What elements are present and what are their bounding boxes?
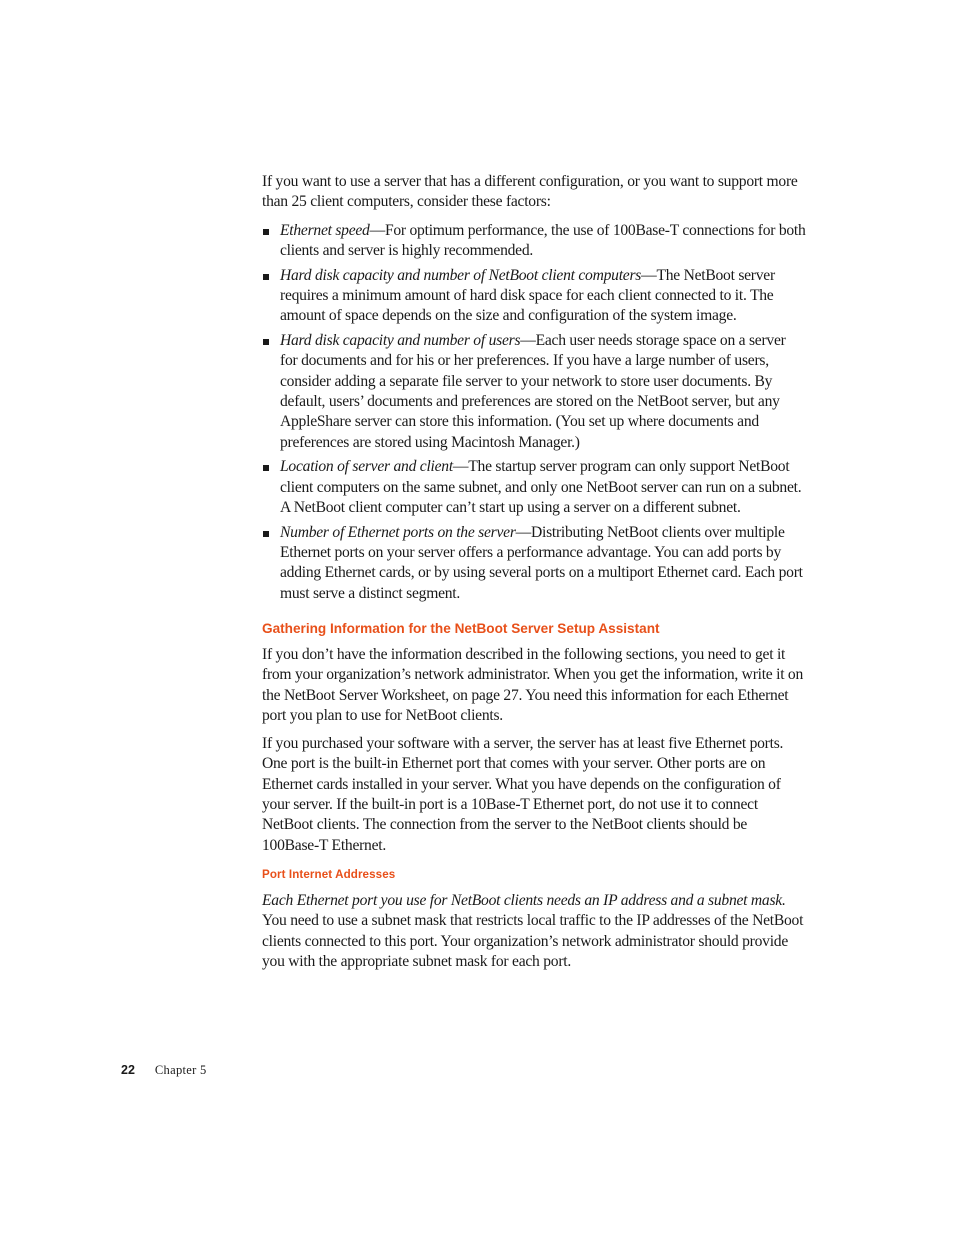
square-bullet-icon [263,229,269,235]
subsection-paragraph [262,891,806,972]
factor-text: —Distributing NetBoot clients over multiple Ethernet ports on your server offers a performance advantage. You can add ports by adding Ethernet cards, or by using several ports on a multiport Ethernet card. Each port must serve a distinct segment. [280,523,803,602]
factor-term: Location of server and client [280,458,453,476]
factor-term: Hard disk capacity and number of users [280,332,521,350]
factor-term: Hard disk capacity and number of NetBoot client computers [280,266,642,284]
factor-text: —The startup server program can only support NetBoot client computers on the same subnet, and only one NetBoot server can run on a subnet. A NetBoot client computer can’t start up using a server on a different subnet. [280,458,802,516]
list-item [262,266,806,327]
section-paragraph-1: If you don’t have the information described in the following sections, you need to get it from your organization’s network administrator. When you get the information, write it on the NetBoot Server Worksheet, on page 27. You need this information for each Ethernet port you plan to use for NetBoot clients. [262,645,804,724]
factor-term: Ethernet speed [280,221,370,239]
list-item [262,221,806,262]
subsection-heading: Port Internet Addresses [262,867,396,881]
list-item [262,457,806,518]
subsection-lead: Each Ethernet port you use for NetBoot clients needs an IP address and a subnet mask. [262,891,786,909]
page-number: 22 [121,1063,135,1077]
page-content [262,172,806,980]
square-bullet-icon [263,274,269,280]
square-bullet-icon [263,339,269,345]
chapter-label: Chapter 5 [154,1063,207,1077]
square-bullet-icon [263,531,269,537]
list-item [262,523,806,604]
square-bullet-icon [263,465,269,471]
list-item [262,331,806,453]
factors-list [262,221,806,604]
factor-text: —Each user needs storage space on a server for documents and for his or her preferences. If you have a large number of users, consider adding a separate file server to your network to store user documents. By default, users’ documents and preferences are stored on the NetBoot server, but any AppleShare server can store this information. (You set up where documents and preferences are stored using Macintosh Manager.) [280,332,786,451]
factor-text: —For optimum performance, the use of 100Base-T connections for both clients and server is highly recommended. [280,221,806,259]
section-paragraph-2: If you purchased your software with a server, the server has at least five Ethernet ports. One port is the built-in Ethernet port that comes with your server. Other ports are on Ethernet cards installed in your server. What you have depends on the configuration of your server. If the built-in port is a 10Base-T Ethernet port, do not use it to connect NetBoot clients. The connection from the server to the NetBoot clients should be 100Base-T Ethernet. [262,735,784,854]
page-footer [121,1061,207,1079]
section-heading: Gathering Information for the NetBoot Server Setup Assistant [262,620,660,636]
factor-term: Number of Ethernet ports on the server [280,523,516,541]
factor-text: —The NetBoot server requires a minimum amount of hard disk space for each client connected to it. The amount of space depends on the size and configuration of the system image. [280,266,775,325]
intro-paragraph: If you want to use a server that has a different configuration, or you want to support more than 25 client computers, consider these factors: [262,173,798,211]
subsection-body: You need to use a subnet mask that restricts local traffic to the IP addresses of the NetBoot clients connected to this port. Your organization’s network administrator should provide you with the appropriate subnet mask for each port. [262,912,804,970]
